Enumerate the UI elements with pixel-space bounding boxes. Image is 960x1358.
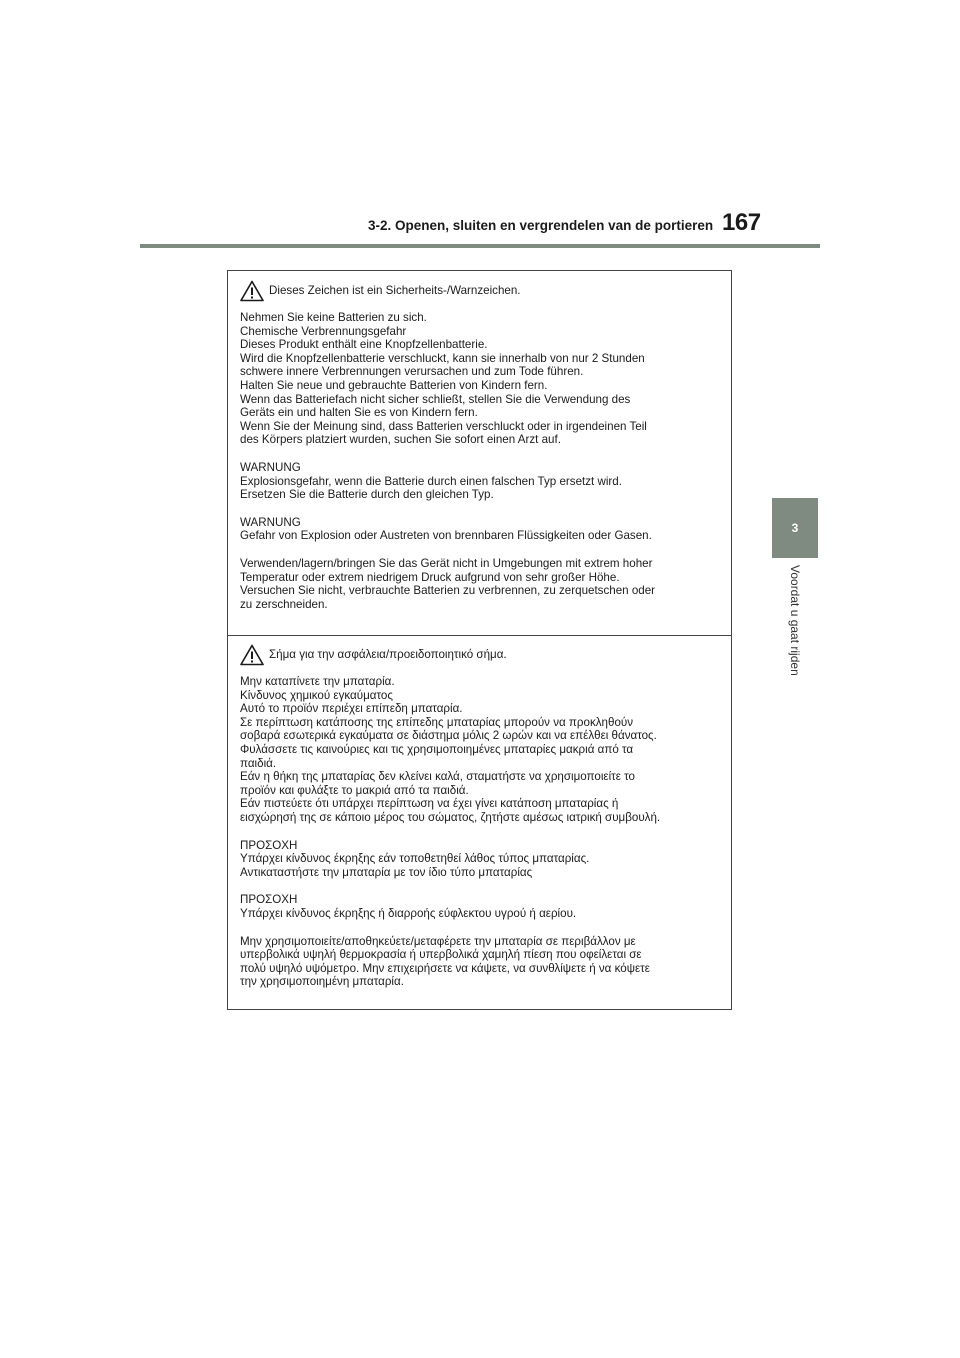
notice-line: εισχώρησή της σε κάποιο μέρος του σώματος, ζητήστε αμέσως ιατρική συμβουλή.	[240, 810, 661, 824]
notice-line: Μην χρησιμοποιείτε/αποθηκεύετε/μεταφέρετε την μπαταρία σε περιβάλλον με	[240, 934, 636, 948]
notice-line: πολύ υψηλό υψόμετρο. Μην επιχειρήσετε να κάψετε, να συνθλίψετε ή να κόψετε	[240, 961, 650, 975]
german-notice-body	[240, 311, 725, 611]
notice-paragraph	[240, 675, 725, 825]
notice-line: Κίνδυνος χημικού εγκαύματος	[240, 688, 393, 702]
greek-notice-title: Σήμα για την ασφάλεια/προειδοποιητικό σήμα.	[269, 648, 507, 662]
notice-line: Versuchen Sie nicht, verbrauchte Batterien zu verbrennen, zu zerquetschen oder	[240, 584, 656, 598]
header-rule	[140, 244, 820, 248]
notice-paragraph	[240, 516, 725, 543]
notice-line: Gefahr von Explosion oder Austreten von brennbaren Flüssigkeiten oder Gasen.	[240, 529, 652, 543]
notice-paragraph	[240, 557, 725, 611]
notice-line: des Körpers platziert wurden, suchen Sie sofort einen Arzt auf.	[240, 433, 561, 447]
notice-line: Chemische Verbrennungsgefahr	[240, 324, 407, 338]
notice-line: Εάν η θήκη της μπαταρίας δεν κλείνει καλά, σταματήστε να χρησιμοποιείτε το	[240, 770, 635, 784]
warning-triangle-icon	[240, 644, 264, 666]
notice-line: Dieses Produkt enthält eine Knopfzellenbatterie.	[240, 338, 488, 352]
notice-line: ΠΡΟΣΟΧΗ	[240, 893, 298, 907]
notice-paragraph	[240, 839, 725, 880]
notice-line: schwere innere Verbrennungen verursachen und zum Tode führen.	[240, 365, 584, 379]
notice-line: Αυτό το προϊόν περιέχει επίπεδη μπαταρία.	[240, 702, 463, 716]
notice-line: Υπάρχει κίνδυνος έκρηξης εάν τοποθετηθεί λάθος τύπος μπαταρίας.	[240, 852, 590, 866]
notice-line: Σε περίπτωση κατάποσης της επίπεδης μπαταρίας μπορούν να προκληθούν	[240, 715, 634, 729]
greek-notice-title-line	[240, 644, 725, 666]
notice-line: την χρησιμοποιημένη μπαταρία.	[240, 975, 404, 989]
notice-line: Φυλάσσετε τις καινούριες και τις χρησιμοποιημένες μπαταρίες μακριά από τα	[240, 742, 634, 756]
notice-line: Wird die Knopfzellenbatterie verschluckt, kann sie innerhalb von nur 2 Stunden	[240, 351, 645, 365]
greek-notice	[240, 644, 725, 1003]
notice-line: Υπάρχει κίνδυνος έκρηξης ή διαρροής εύφλεκτου υγρού ή αερίου.	[240, 906, 577, 920]
notice-line: Nehmen Sie keine Batterien zu sich.	[240, 311, 427, 324]
notice-line: σοβαρά εσωτερικά εγκαύματα σε διάστημα μόλις 2 ωρών και να επέλθει θάνατος.	[240, 729, 657, 743]
notice-line: ΠΡΟΣΟΧΗ	[240, 838, 298, 852]
notice-line: Explosionsgefahr, wenn die Batterie durch einen falschen Typ ersetzt wird.	[240, 474, 622, 488]
notice-line: προϊόν και φυλάξτε το μακριά από τα παιδιά.	[240, 783, 469, 797]
german-notice-title-line	[240, 280, 725, 302]
german-notice	[240, 280, 725, 625]
notice-line: WARNUNG	[240, 515, 301, 529]
notice-line: Ersetzen Sie die Batterie durch den gleichen Typ.	[240, 488, 494, 502]
chapter-label: Voordat u gaat rijden	[788, 565, 802, 676]
notice-line: Geräts ein und halten Sie es von Kindern fern.	[240, 406, 478, 420]
notice-paragraph	[240, 461, 725, 502]
notice-line: Εάν πιστεύετε ότι υπάρχει περίπτωση να έχει γίνει κατάποση μπαταρίας ή	[240, 797, 619, 811]
notice-line: zu zerschneiden.	[240, 597, 328, 611]
notice-paragraph	[240, 935, 725, 989]
notice-line: Wenn Sie der Meinung sind, dass Batterien verschluckt oder in irgendeinen Teil	[240, 419, 647, 433]
notice-paragraph	[240, 311, 725, 447]
notice-line: WARNUNG	[240, 460, 301, 474]
notice-line: υπερβολικά υψηλή θερμοκρασία ή υπερβολικά χαμηλή πίεση που οφείλεται σε	[240, 948, 642, 962]
notice-line: Μην καταπίνετε την μπαταρία.	[240, 675, 395, 688]
notice-line: Wenn das Batteriefach nicht sicher schließt, stellen Sie die Verwendung des	[240, 392, 631, 406]
notice-line: Αντικαταστήστε την μπαταρία με τον ίδιο τύπο μπαταρίας	[240, 865, 533, 879]
section-title: 3-2. Openen, sluiten en vergrendelen van de portieren	[368, 218, 714, 233]
chapter-tab[interactable]: 3	[772, 498, 818, 558]
notice-line: Temperatur oder extrem niedrigem Druck aufgrund von sehr großer Höhe.	[240, 570, 620, 584]
notice-line: Halten Sie neue und gebrauchte Batterien von Kindern fern.	[240, 378, 548, 392]
notice-line: παιδιά.	[240, 756, 277, 770]
battery-warning-notice	[227, 270, 732, 1010]
warning-triangle-icon	[240, 280, 264, 302]
german-notice-title: Dieses Zeichen ist ein Sicherheits-/Warnzeichen.	[269, 284, 521, 298]
language-divider	[228, 635, 731, 636]
page-number: 167	[722, 209, 761, 236]
notice-line: Verwenden/lagern/bringen Sie das Gerät nicht in Umgebungen mit extrem hoher	[240, 556, 653, 570]
greek-notice-body	[240, 675, 725, 989]
notice-paragraph	[240, 893, 725, 920]
